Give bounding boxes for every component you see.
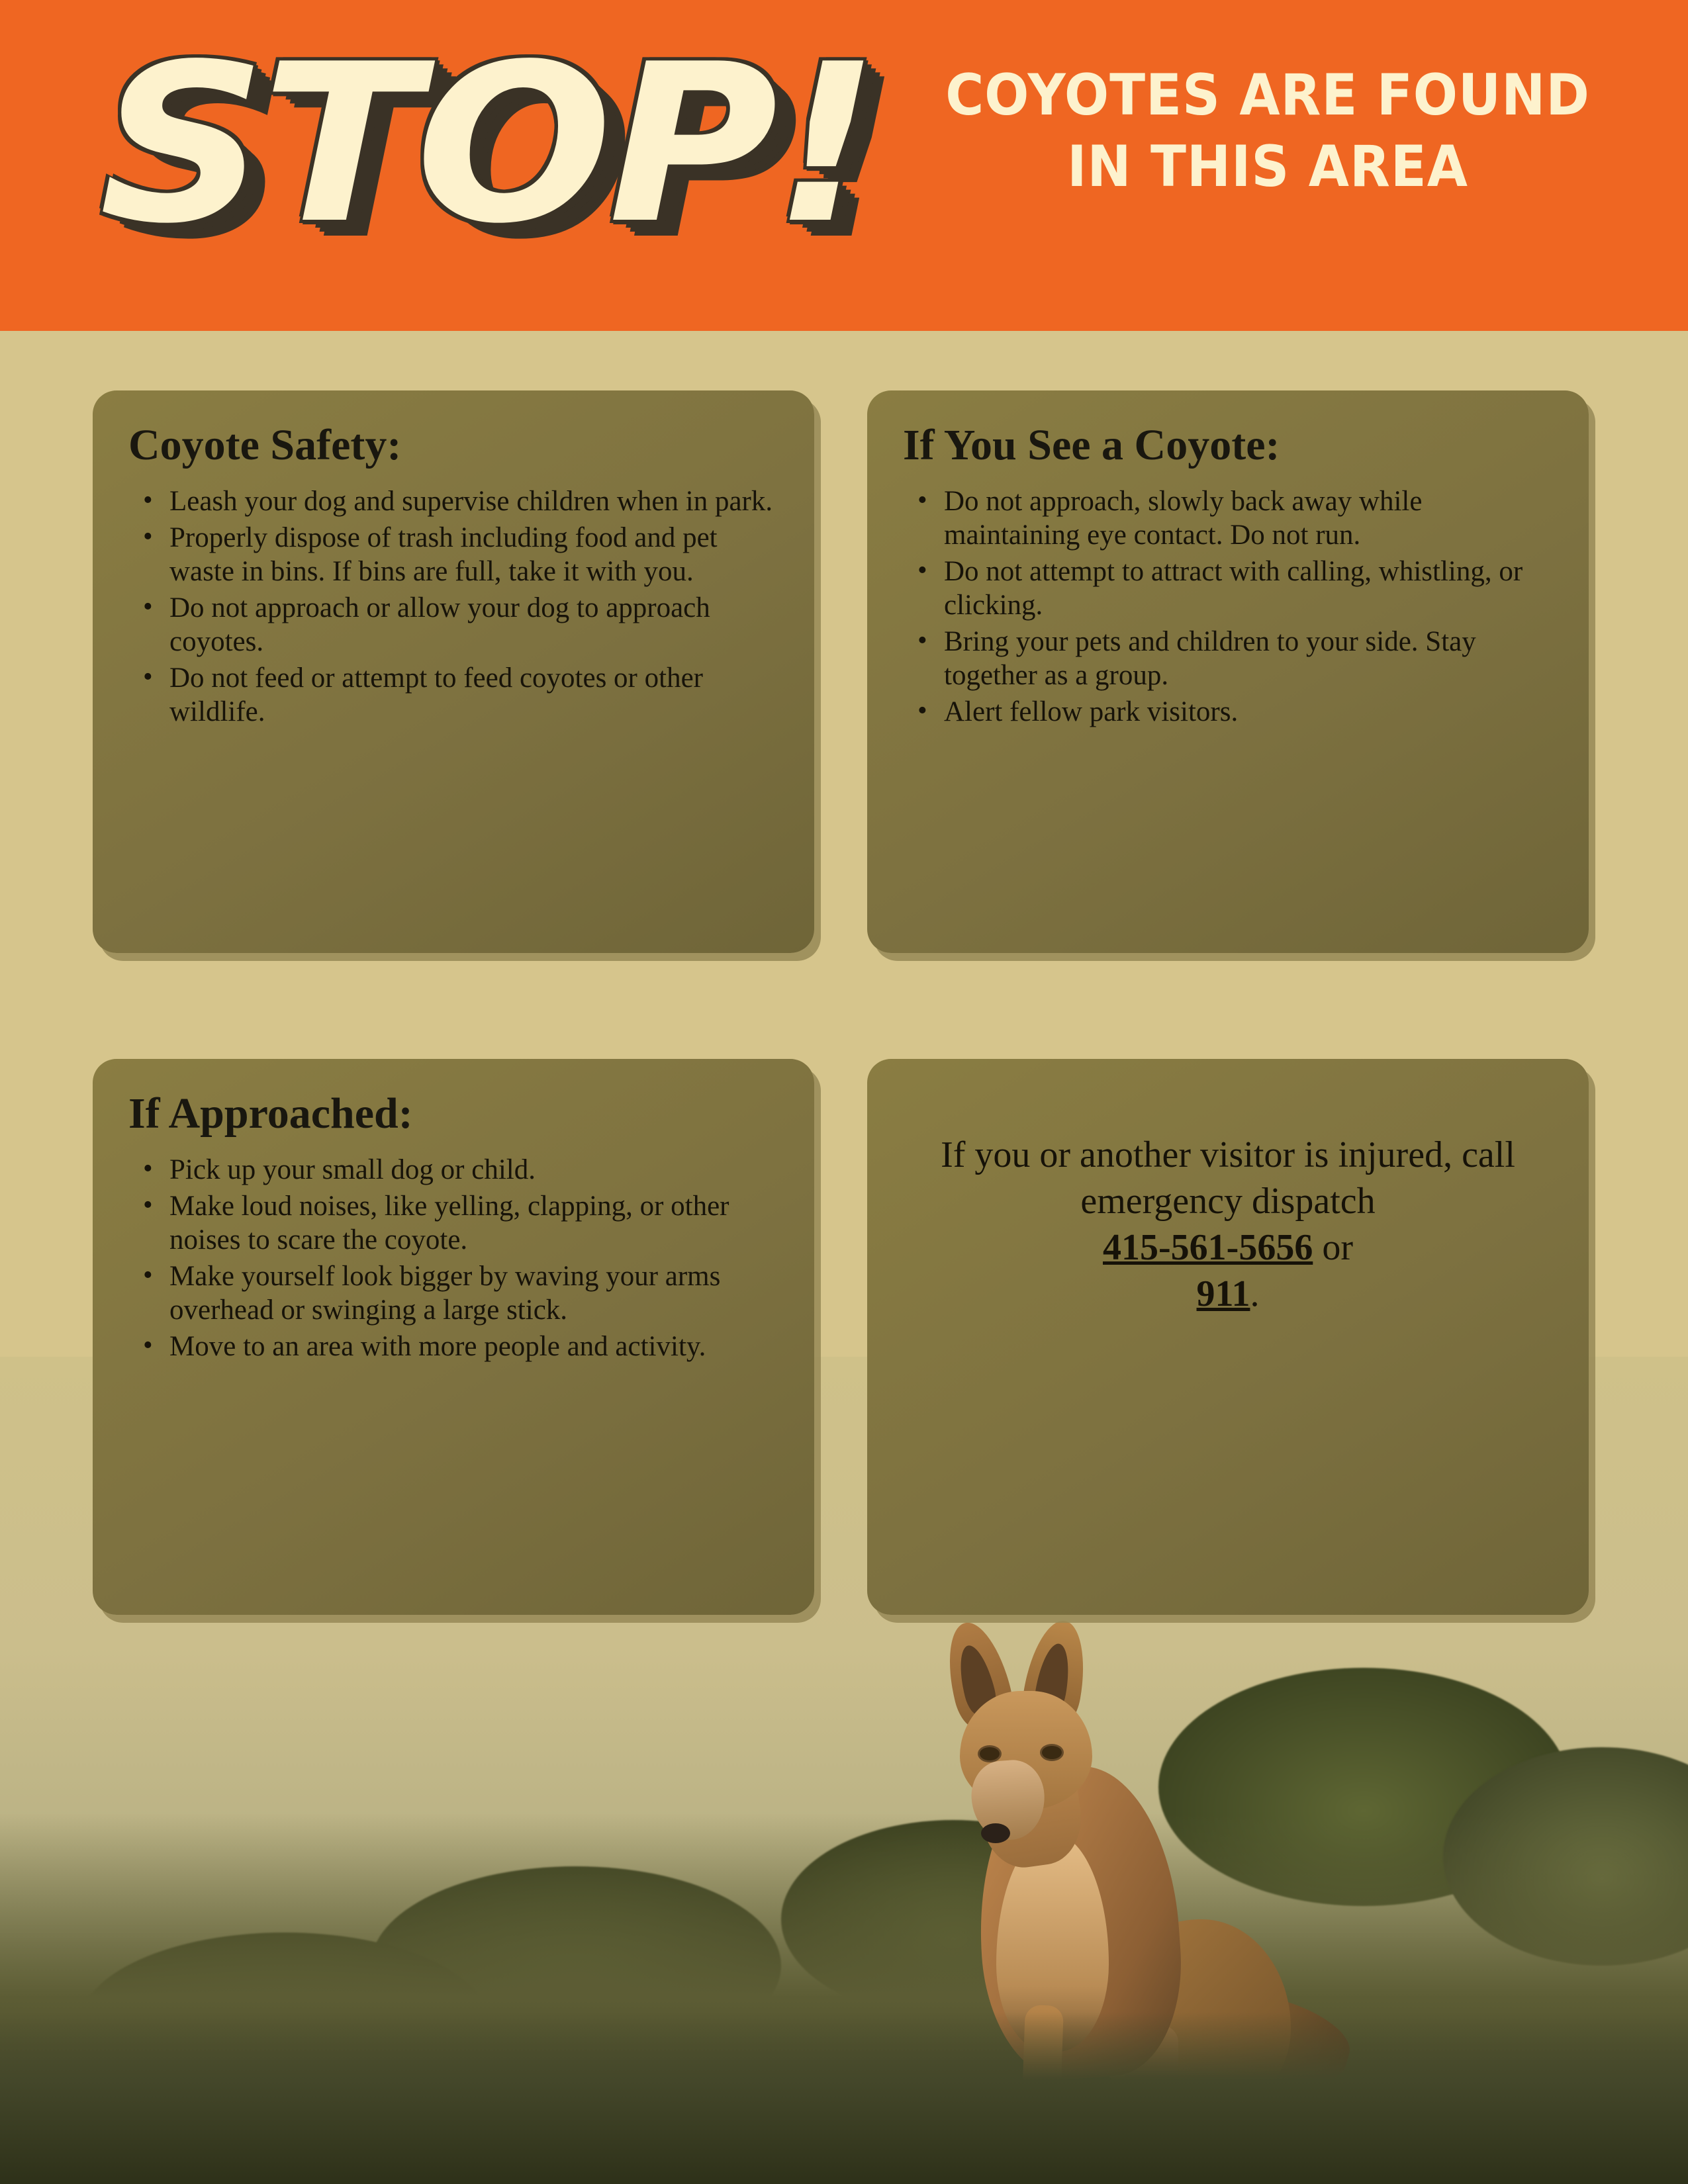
card-title: If You See a Coyote:	[903, 421, 1280, 469]
stop-wordmark	[99, 17, 876, 303]
emergency-conjunction: or	[1313, 1227, 1353, 1268]
coyote-right-eye	[1042, 1746, 1062, 1759]
card-list	[128, 1153, 778, 1363]
emergency-period: .	[1250, 1273, 1260, 1314]
list-item: • Alert fellow park visitors.	[944, 695, 1553, 729]
header-headline	[942, 60, 1593, 203]
card-list	[903, 484, 1553, 729]
list-item: • Do not approach, slowly back away while maintaining eye contact. Do not run.	[944, 484, 1553, 552]
list-item: • Make loud noises, like yelling, clapping, or other noises to scare the coyote.	[169, 1189, 778, 1257]
coyote-nose	[981, 1823, 1010, 1843]
photo-foreground-grass	[0, 2012, 1688, 2184]
poster-header	[0, 0, 1688, 331]
list-item: • Make yourself look bigger by waving your arms overhead or swinging a large stick.	[169, 1259, 778, 1327]
headline-line-1: COYOTES ARE FOUND	[945, 62, 1590, 128]
card-list	[128, 484, 778, 729]
stop-text: STOP!	[99, 17, 876, 271]
card-if-approached	[93, 1059, 814, 1615]
list-item: • Do not approach or allow your dog to approach coyotes.	[169, 591, 778, 659]
card-if-you-see-a-coyote	[867, 390, 1589, 953]
emergency-phone-primary[interactable]: 415-561-5656	[1103, 1227, 1313, 1268]
emergency-lead: If you or another visitor is injured, call emergency dispatch	[941, 1134, 1515, 1222]
list-item: • Leash your dog and supervise children when in park.	[169, 484, 778, 518]
list-item: • Do not attempt to attract with calling, whistling, or clicking.	[944, 555, 1553, 622]
card-title: If Approached:	[128, 1089, 413, 1138]
card-emergency-contact	[867, 1059, 1589, 1615]
card-title: Coyote Safety:	[128, 421, 402, 469]
card-coyote-safety	[93, 390, 814, 953]
list-item: • Properly dispose of trash including food and pet waste in bins. If bins are full, take it with you.	[169, 521, 778, 588]
emergency-text	[914, 1132, 1542, 1317]
list-item: • Do not feed or attempt to feed coyotes or other wildlife.	[169, 661, 778, 729]
coyote-left-eye	[980, 1747, 1000, 1760]
list-item: • Pick up your small dog or child.	[169, 1153, 778, 1187]
headline-line-2: IN THIS AREA	[1067, 134, 1468, 200]
emergency-phone-secondary[interactable]: 911	[1196, 1273, 1250, 1314]
list-item: • Move to an area with more people and activity.	[169, 1330, 778, 1363]
list-item: • Bring your pets and children to your side. Stay together as a group.	[944, 625, 1553, 692]
